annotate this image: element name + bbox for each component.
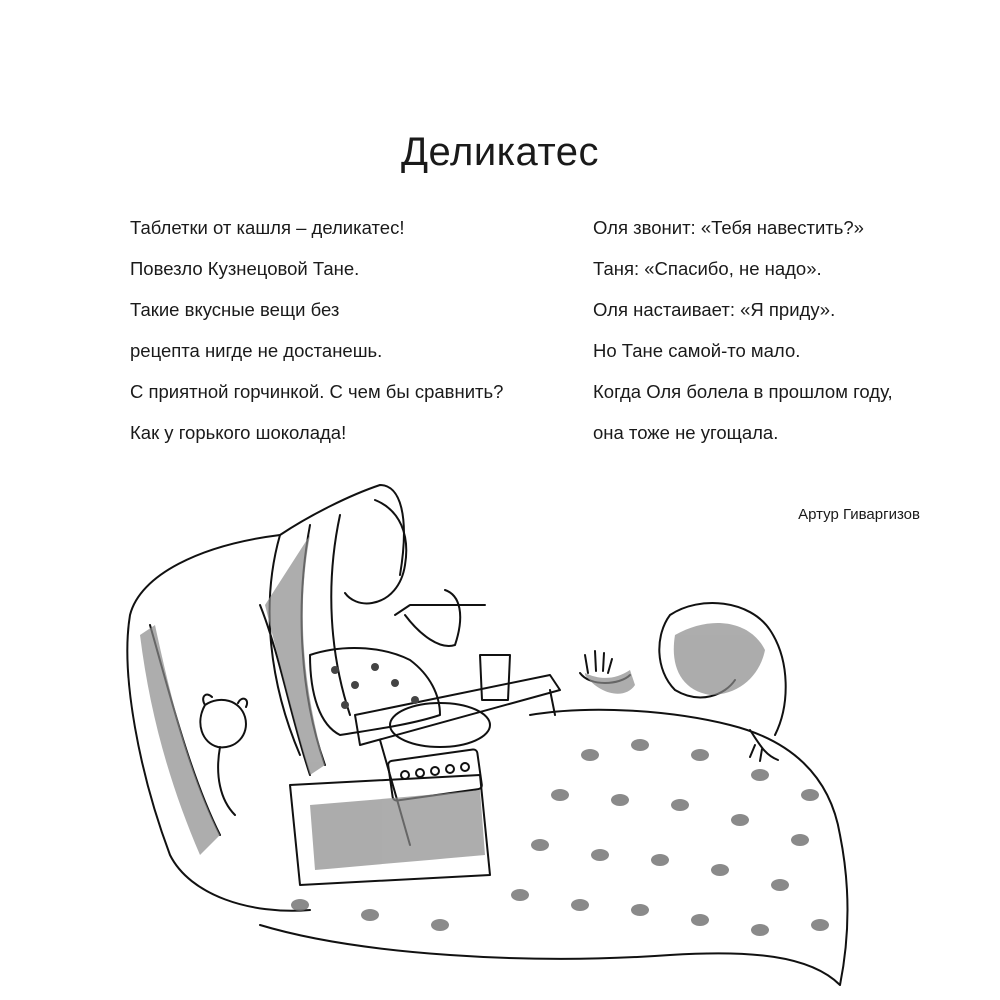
poem-line: она тоже не угощала. — [593, 422, 779, 443]
poem-line: Как у горького шоколада! — [130, 422, 347, 443]
poem-line: Когда Оля болела в прошлом году, — [593, 381, 893, 402]
wash-visitor-arm — [585, 670, 635, 694]
poem-line: рецепта нигде не достанешь. — [130, 340, 383, 361]
wash-stand — [310, 790, 485, 870]
stanza-left — [130, 212, 503, 458]
wash-chair — [140, 625, 220, 855]
poem-line: Таблетки от кашля – деликатес! — [130, 217, 405, 238]
stanza-right — [593, 212, 893, 458]
poem-line: Таня: «Спасибо, не надо». — [593, 258, 822, 279]
wash-visitor — [674, 623, 765, 695]
illustration — [110, 455, 870, 995]
poem-line: Оля звонит: «Тебя навестить?» — [593, 217, 864, 238]
pajama-dots — [331, 663, 419, 709]
poem-line: С приятной горчинкой. С чем бы сравнить? — [130, 381, 504, 402]
poem-title: Деликатес — [400, 130, 600, 174]
author-name: Артур Гиваргизов — [798, 506, 920, 523]
girl-body — [310, 648, 440, 735]
teddy-bear — [200, 695, 247, 815]
visitor-hand-right — [750, 730, 778, 761]
wash-hair — [265, 535, 325, 775]
poem-line: Но Тане самой-то мало. — [593, 340, 801, 361]
girl-face — [345, 500, 406, 603]
girl-arm — [395, 590, 485, 646]
poem-line: Оля настаивает: «Я приду». — [593, 299, 836, 320]
poem-line: Повезло Кузнецовой Тане. — [130, 258, 360, 279]
sickbed-illustration — [110, 455, 870, 995]
poem-line: Такие вкусные вещи без — [130, 299, 340, 320]
glass — [480, 655, 510, 700]
